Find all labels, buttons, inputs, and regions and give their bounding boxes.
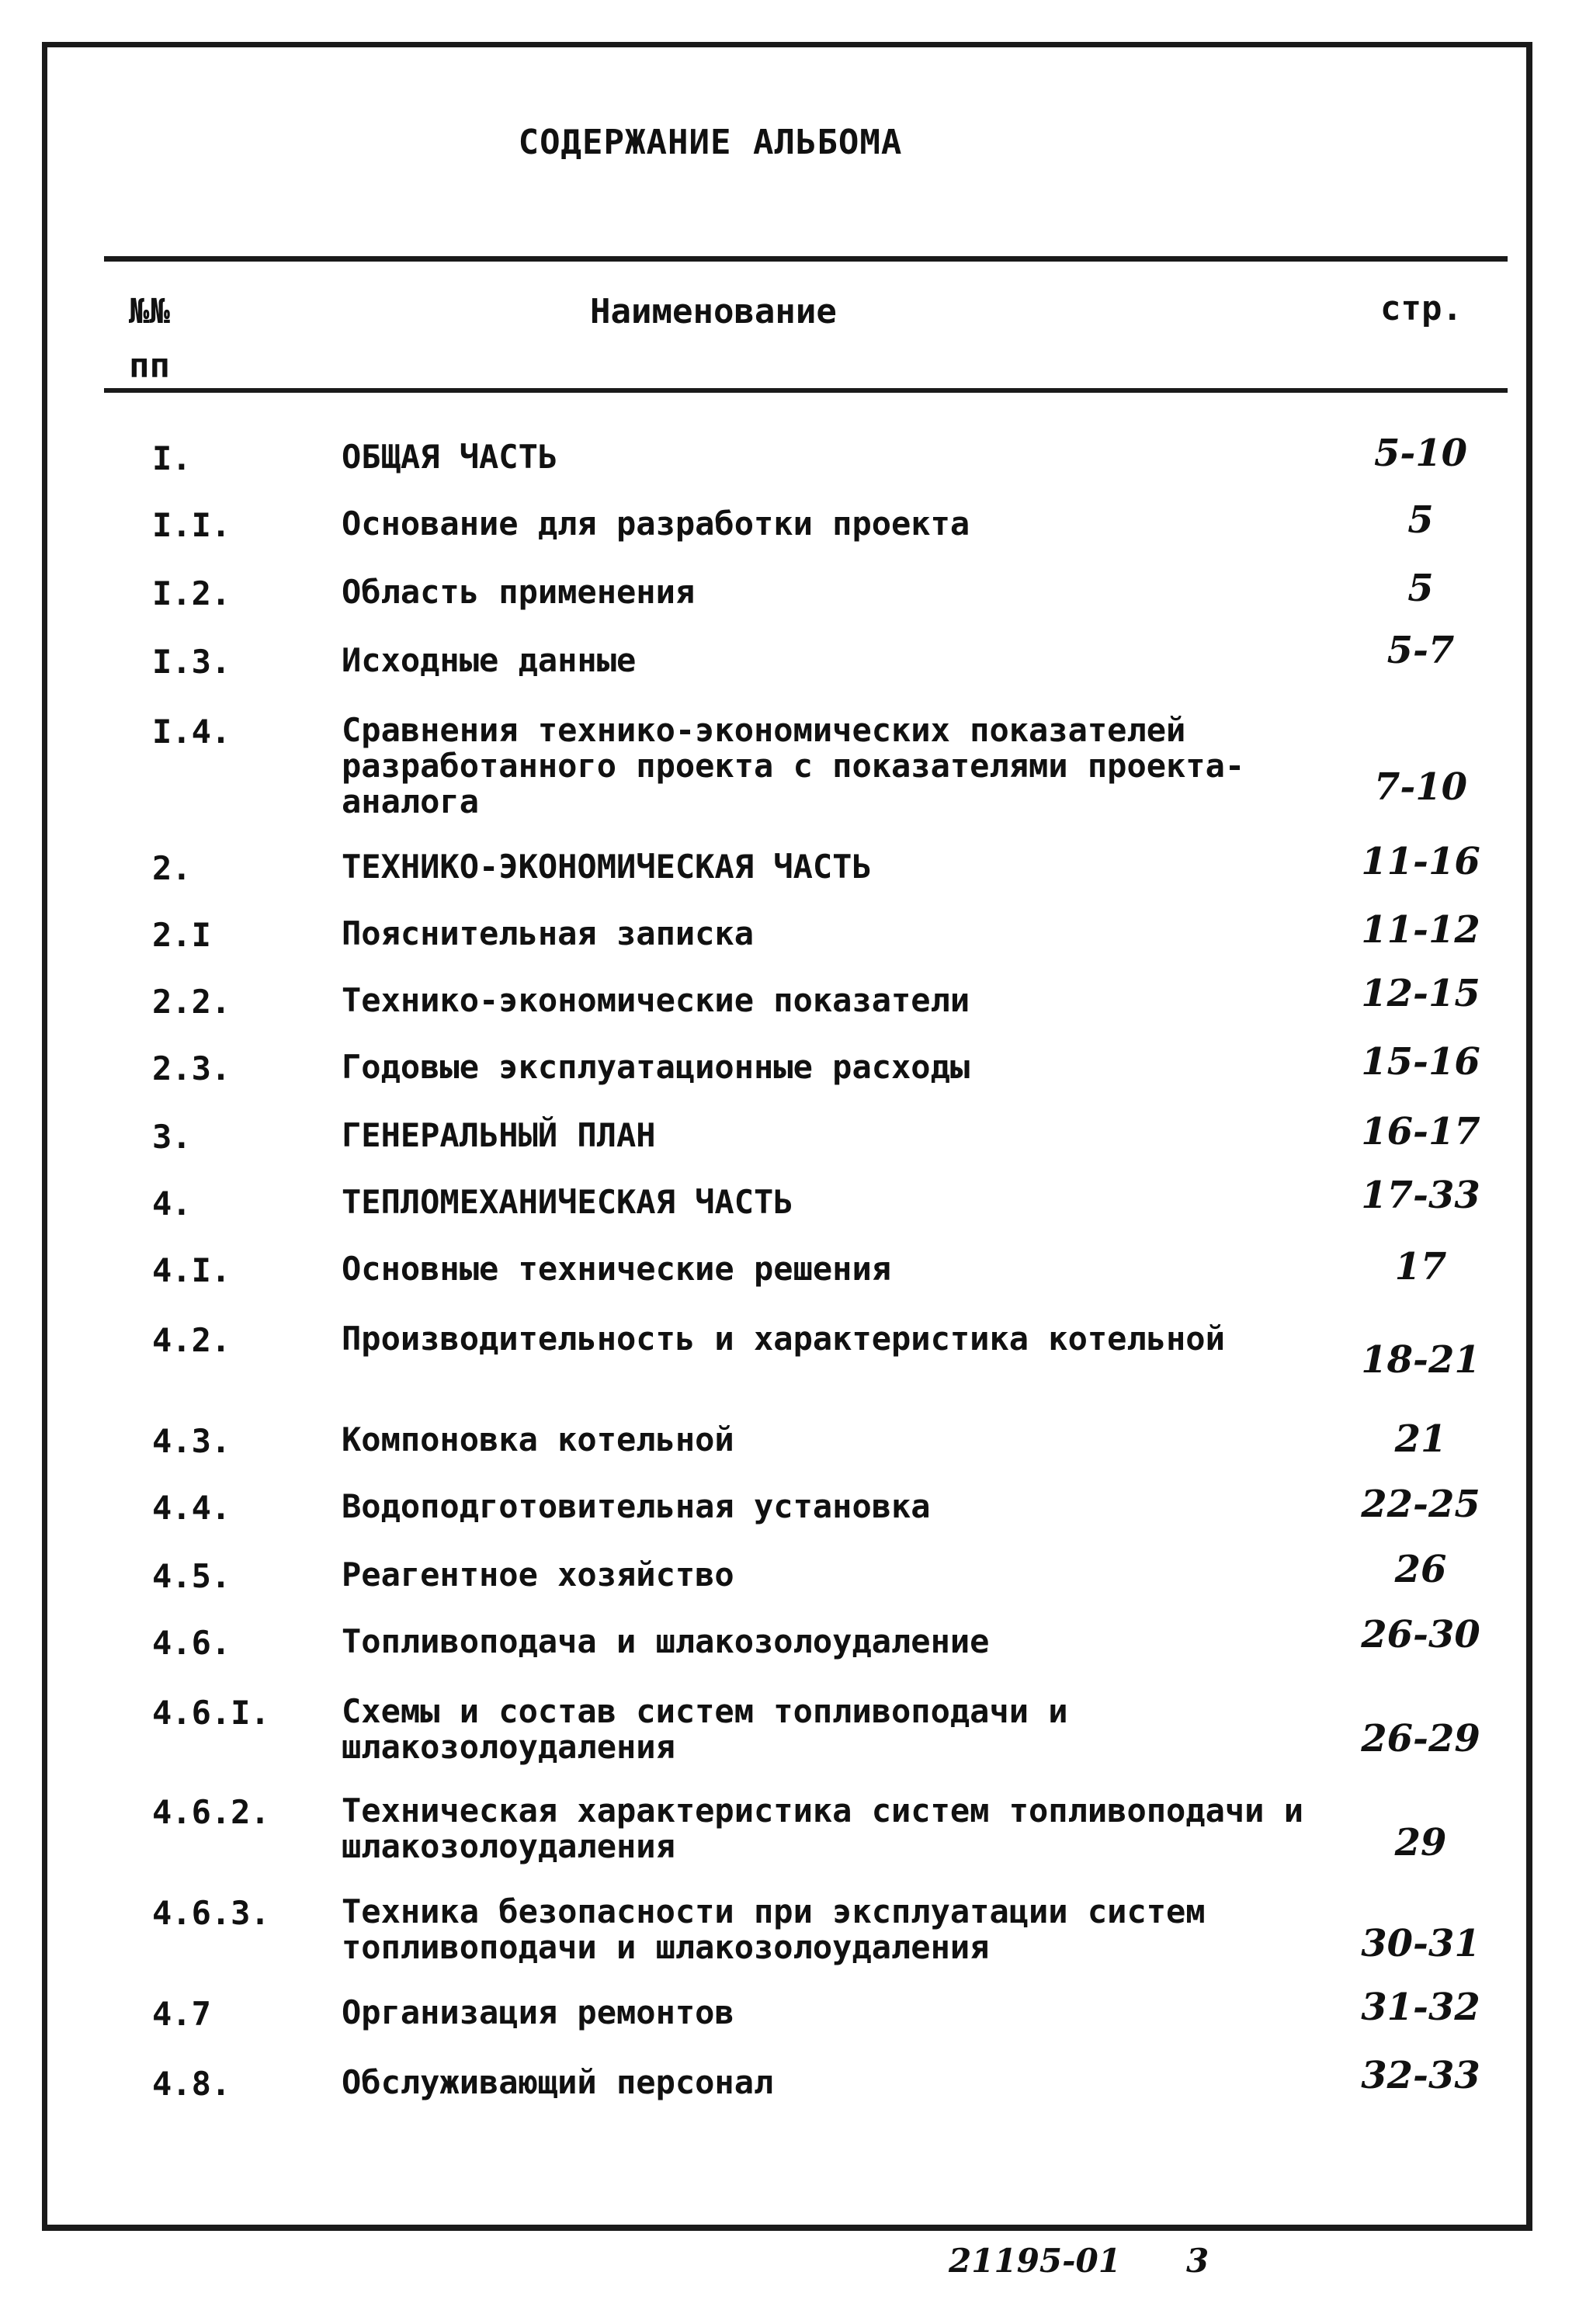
toc-entry-page: 5 [1407,567,1434,610]
page-number: 3 [1186,2242,1209,2280]
toc-entry-number: 2. [152,849,192,887]
toc-entry-name: Исходные данные [342,641,637,679]
toc-entry-number: I. [152,439,192,477]
toc-entry-name: Топливоподача и шлакозолоудаление [342,1622,990,1660]
toc-entry-name: Схемы и состав систем топливоподачи и шлакозолоудаления [342,1692,1068,1766]
toc-entry-page: 5 [1407,498,1434,542]
toc-entry-page: 5-10 [1373,432,1468,475]
toc-entry-page: 18-21 [1361,1338,1480,1382]
toc-entry-page: 30-31 [1361,1922,1480,1965]
toc-entry-name: Компоновка котельной [342,1420,734,1459]
toc-entry-name: Основание для разработки проекта [342,505,970,543]
toc-entry-name: Водоподготовительная установка [342,1487,931,1525]
toc-entry-number: 3. [152,1118,192,1156]
toc-entry-page: 26-30 [1361,1613,1480,1656]
toc-entry-page: 16-17 [1361,1110,1480,1153]
toc-entry-page: 31-32 [1361,1986,1480,2029]
toc-entry-page: 12-15 [1361,972,1480,1015]
toc-entry-page: 7-10 [1373,765,1468,809]
toc-entry-page: 29 [1394,1821,1447,1864]
toc-entry-number: 4.7 [152,1995,211,2033]
toc-entry-number: 4.8. [152,2065,231,2103]
toc-entry-name: ОБЩАЯ ЧАСТЬ [342,438,558,476]
toc-entry-page: 5-7 [1386,629,1455,672]
toc-entry-number: 4.6.I. [152,1694,270,1732]
toc-entry-name: Техника безопасности при эксплуатации систем топливоподачи и шлакозолоудаления [342,1892,1206,1966]
toc-entry-name: Область применения [342,573,696,611]
toc-entry-page: 22-25 [1361,1483,1480,1526]
toc-entry-number: 2.I [152,916,211,954]
toc-entry-name: Основные технические решения [342,1250,892,1288]
toc-entry-name: Производительность и характеристика котельной [342,1320,1225,1358]
toc-entry-number: 4.6.3. [152,1894,270,1932]
toc-entry-page: 21 [1394,1417,1447,1461]
toc-entry-number: 4.5. [152,1557,231,1595]
toc-entry-number: I.2. [152,574,231,612]
toc-entry-name: Организация ремонтов [342,1993,734,2031]
toc-entry-page: 15-16 [1361,1040,1480,1084]
toc-entry-page: 17 [1394,1245,1447,1289]
header-number: №№ [129,292,170,331]
toc-entry-page: 11-16 [1361,840,1480,883]
toc-entry-number: 2.3. [152,1049,231,1087]
toc-entry-page: 26-29 [1361,1717,1480,1760]
header-bottom-rule [104,388,1508,393]
toc-entry-name: Обслуживающий персонал [342,2063,774,2101]
header-page: стр. [1380,289,1463,328]
toc-entry-name: Сравнения технико-экономических показателей разработанного проекта с показателями проекта-аналога [342,711,1245,820]
toc-entry-number: I.I. [152,506,231,544]
toc-entry-number: 4.6. [152,1624,231,1662]
toc-entry-page: 11-12 [1361,908,1480,952]
document-title: СОДЕРЖАНИЕ АЛЬБОМА [518,123,903,162]
toc-entry-name: Годовые эксплуатационные расходы [342,1048,970,1086]
toc-entry-name: Техническая характеристика систем топливоподачи и шлакозолоудаления [342,1792,1304,1865]
toc-entry-number: 4.I. [152,1251,231,1289]
toc-entry-name: ГЕНЕРАЛЬНЫЙ ПЛАН [342,1116,656,1154]
toc-entry-name: Реагентное хозяйство [342,1556,734,1594]
toc-entry-number: I.3. [152,643,231,681]
toc-entry-number: 4. [152,1185,192,1223]
toc-entry-page: 17-33 [1361,1174,1480,1217]
toc-entry-number: 2.2. [152,983,231,1021]
toc-entry-number: 4.2. [152,1321,231,1359]
toc-entry-page: 26 [1394,1548,1447,1591]
header-name: Наименование [590,292,837,331]
toc-entry-name: Технико-экономические показатели [342,981,970,1019]
toc-entry-name: ТЕХНИКО-ЭКОНОМИЧЕСКАЯ ЧАСТЬ [342,848,872,886]
toc-entry-name: Пояснительная записка [342,914,755,952]
document-code: 21195-01 [949,2242,1121,2280]
header-top-rule [104,256,1508,262]
toc-entry-number: 4.3. [152,1422,231,1460]
toc-entry-name: ТЕПЛОМЕХАНИЧЕСКАЯ ЧАСТЬ [342,1183,793,1221]
toc-entry-number: I.4. [152,713,231,751]
header-number-line2: пп [129,346,170,386]
toc-entry-number: 4.6.2. [152,1793,270,1831]
toc-entry-page: 32-33 [1361,2054,1480,2097]
toc-entry-number: 4.4. [152,1489,231,1527]
